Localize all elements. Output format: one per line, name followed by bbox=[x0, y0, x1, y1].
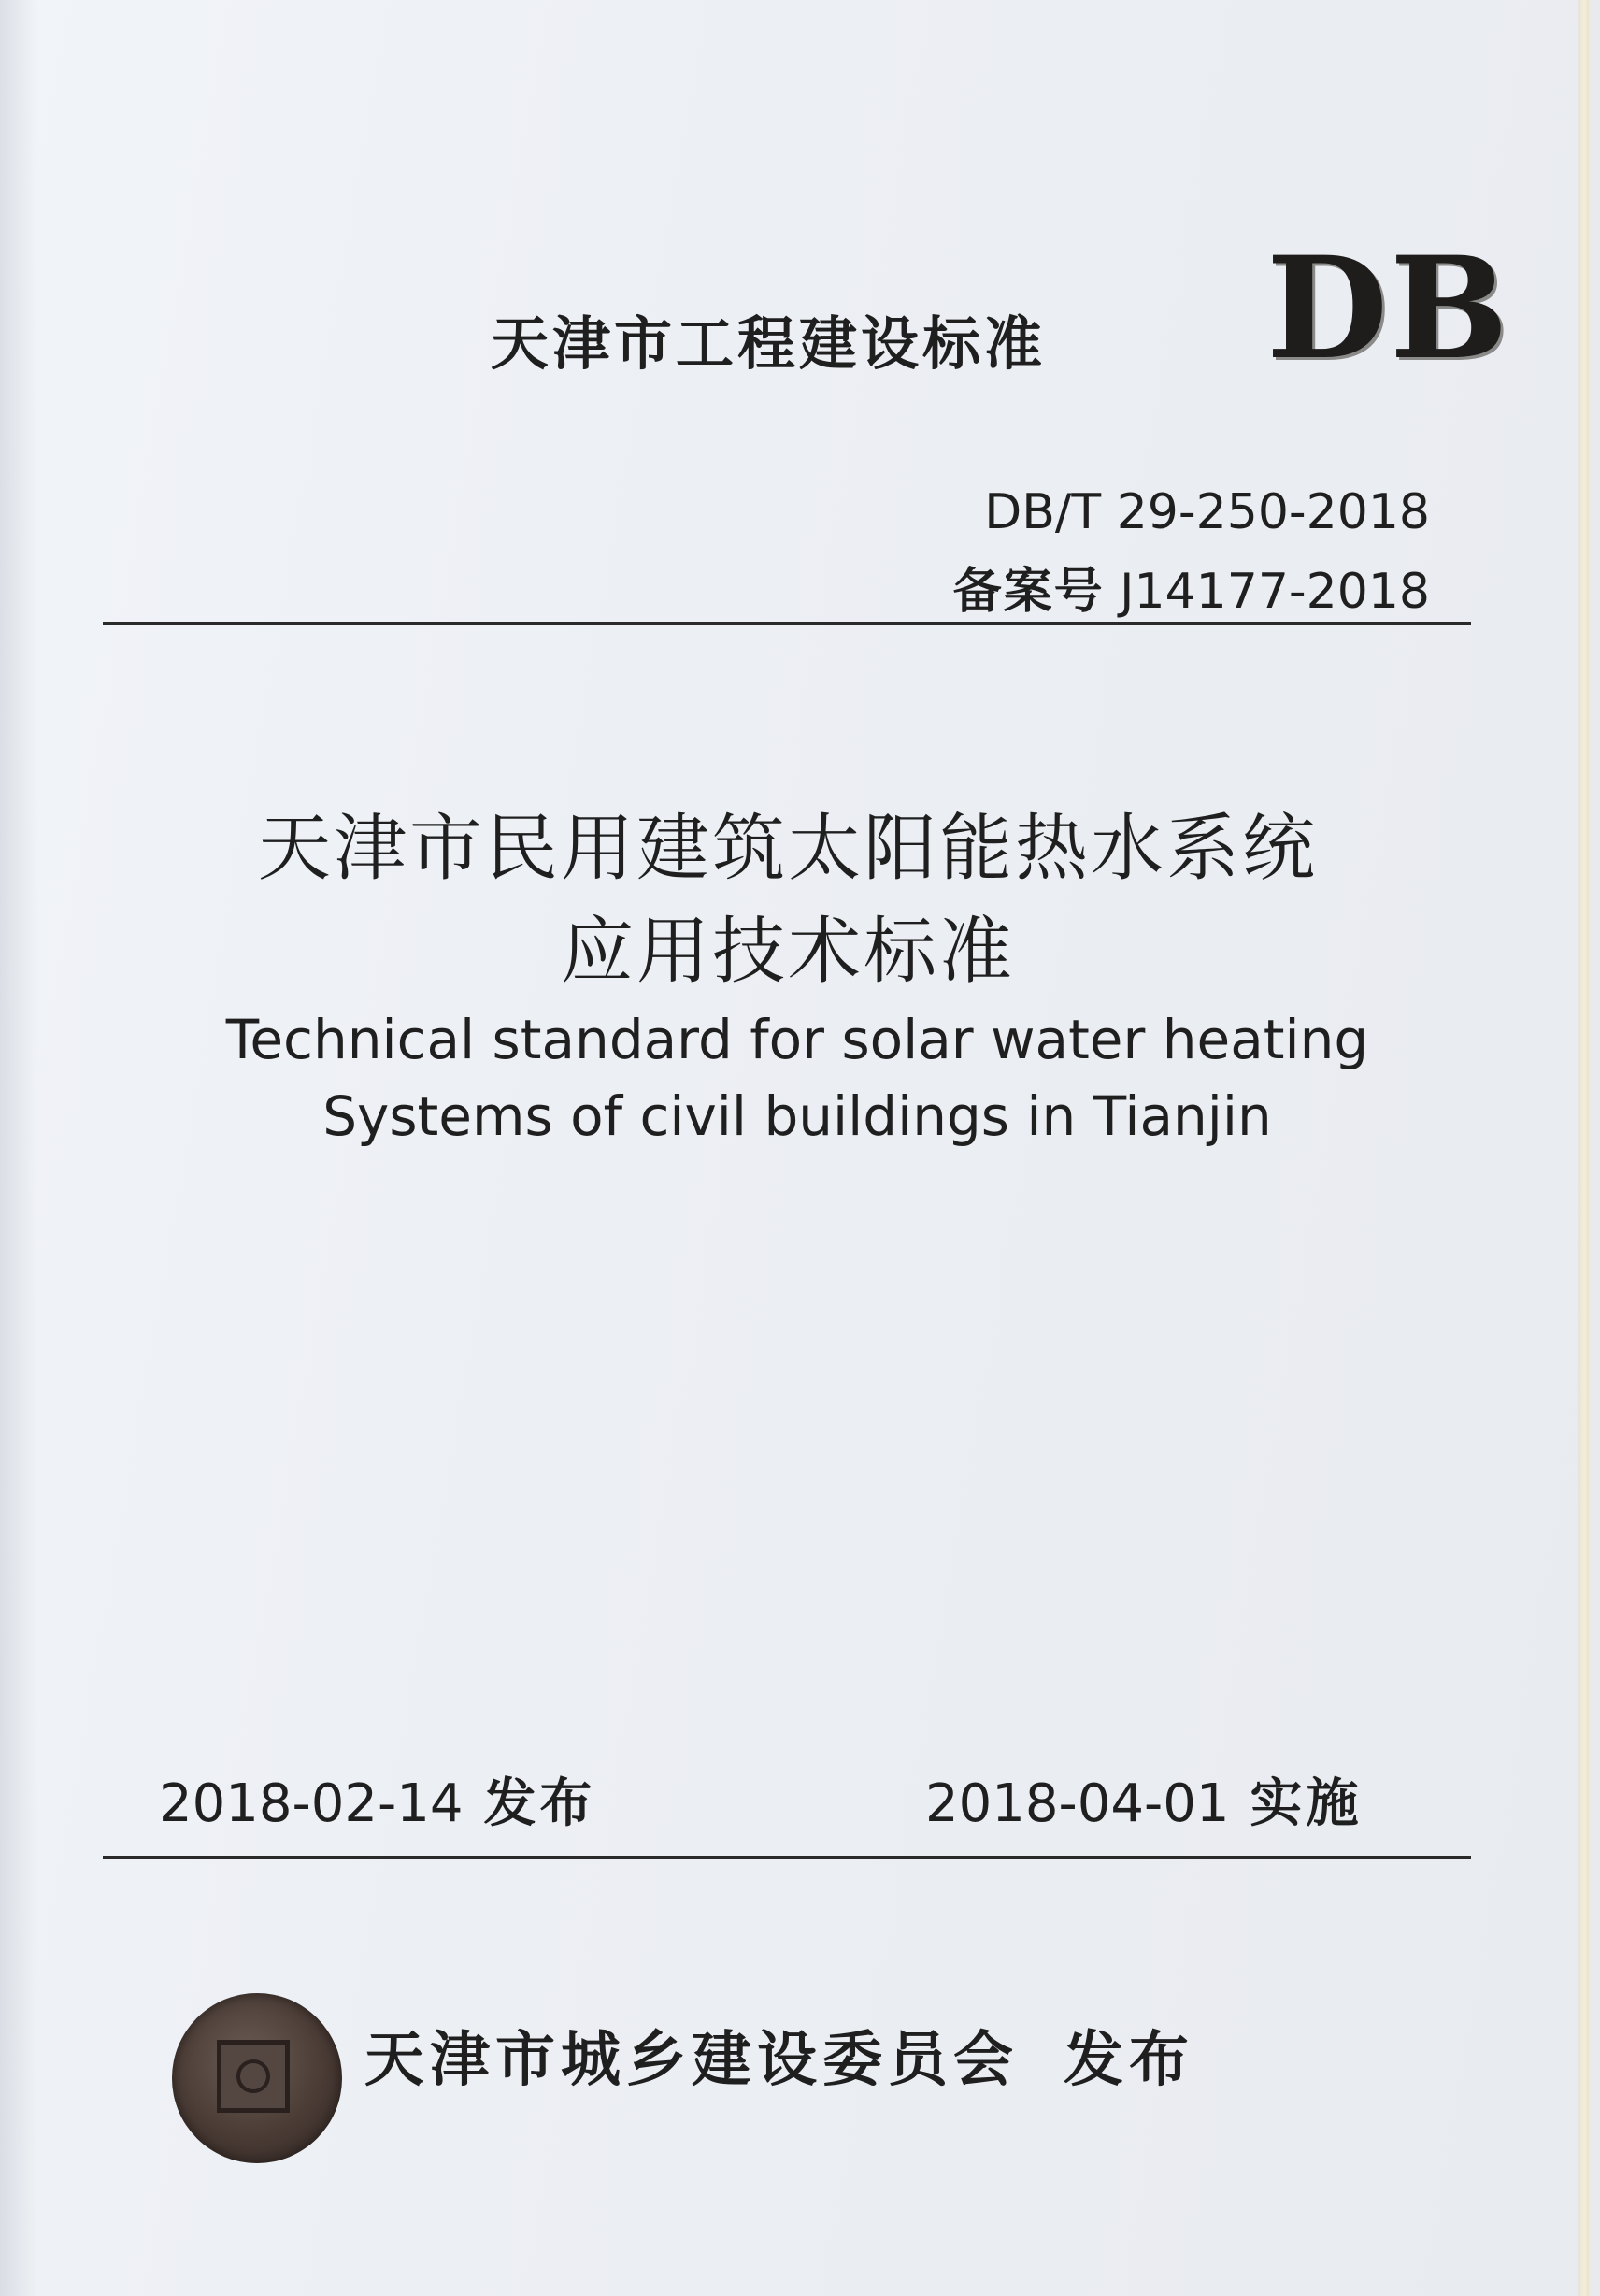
issue-date-line bbox=[159, 1762, 595, 1837]
implement-date-line bbox=[925, 1762, 1362, 1837]
publisher-word: 发布 bbox=[1064, 2026, 1194, 2095]
series-title: 天津市工程建设标准 bbox=[491, 309, 1047, 378]
title-cn-line1: 天津市民用建筑太阳能热水系统 bbox=[257, 807, 1318, 891]
publisher-line bbox=[364, 2012, 1194, 2098]
title-en-line1: Technical standard for solar water heating bbox=[225, 1008, 1369, 1071]
record-prefix: 备案号 bbox=[952, 564, 1105, 620]
title-en-line2: Systems of civil buildings in Tianjin bbox=[322, 1084, 1272, 1148]
issue-date: 2018-02-14 bbox=[159, 1773, 464, 1834]
record-number: J14177-2018 bbox=[1120, 564, 1430, 620]
title-cn-line2: 应用技术标准 bbox=[560, 910, 1015, 994]
page-edge bbox=[1578, 0, 1589, 2296]
issue-word: 发布 bbox=[483, 1773, 596, 1834]
db-mark: DB bbox=[1266, 226, 1510, 391]
implement-word: 实施 bbox=[1250, 1773, 1363, 1834]
cover-shade bbox=[0, 0, 37, 2296]
standard-code: DB/T 29-250-2018 bbox=[984, 484, 1430, 540]
emblem-seal-icon bbox=[172, 1993, 342, 2163]
implement-date: 2018-04-01 bbox=[925, 1773, 1230, 1834]
record-number-line bbox=[953, 552, 1430, 622]
seal-center bbox=[217, 2040, 290, 2113]
publisher-name: 天津市城乡建设委员会 bbox=[364, 2026, 1019, 2095]
top-divider bbox=[103, 622, 1471, 625]
bottom-divider bbox=[103, 1856, 1471, 1859]
